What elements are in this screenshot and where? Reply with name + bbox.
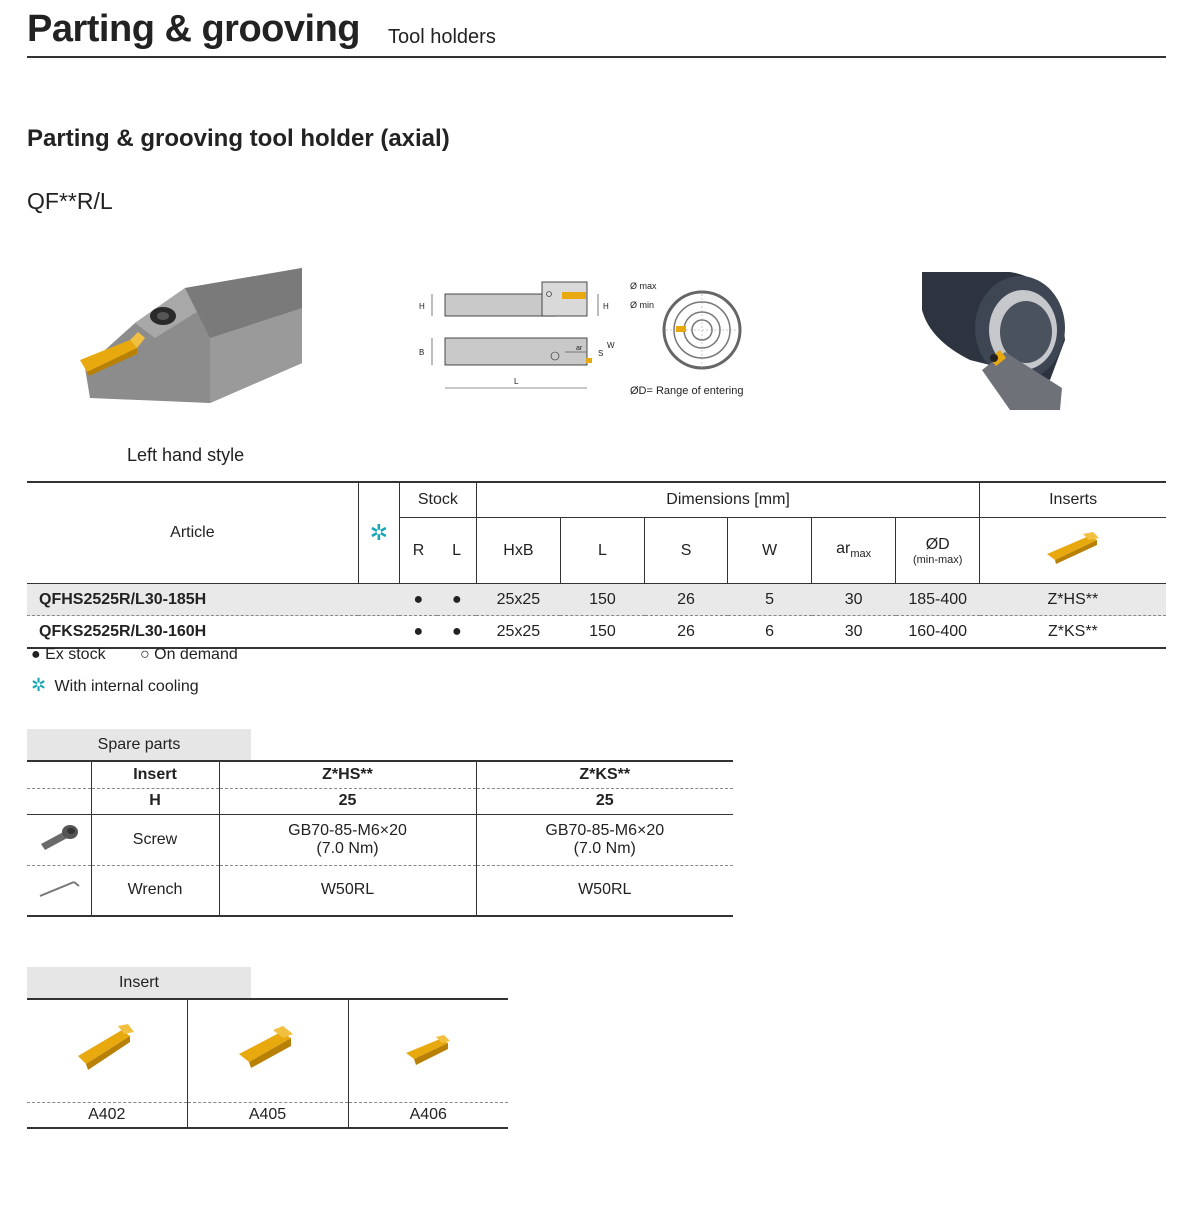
col-s: S (645, 518, 728, 584)
spare-col1-h: 25 (219, 788, 476, 814)
technical-drawing (410, 270, 760, 405)
spare-h-label: H (91, 788, 219, 814)
insert-a406-image (348, 1000, 508, 1102)
model-code: QF**R/L (27, 188, 113, 214)
col-w: W (728, 518, 812, 584)
legend-on-demand: ○ On demand (140, 646, 238, 663)
drawing-range-note: ØD= Range of entering (630, 385, 744, 397)
left-hand-style-caption: Left hand style (127, 445, 245, 465)
spare-screw-label: Screw (91, 814, 219, 865)
drawing-label-s: S (598, 349, 604, 358)
stock-legend (31, 646, 268, 664)
drawing-label-b: B (419, 348, 425, 357)
insert-table (27, 1000, 508, 1129)
col-r: R (399, 518, 437, 584)
screw-icon (27, 814, 91, 865)
article-table (27, 481, 1166, 649)
spare-col2-insert: Z*KS** (476, 762, 733, 788)
insert-a402-image (27, 1000, 187, 1102)
table-row: QFKS2525R/L30-160H ● ● 25x25 150 26 6 30 160-400 Z*KS** (27, 616, 1166, 649)
col-l: L (560, 518, 644, 584)
insert-icon (1043, 530, 1103, 566)
drawing-label-l: L (514, 377, 519, 386)
drawing-dia-max: Ø max (630, 281, 657, 291)
spare-col2-h: 25 (476, 788, 733, 814)
application-photo (920, 270, 1065, 410)
section-title: Parting & grooving tool holder (axial) (27, 125, 450, 152)
col-dimensions: Dimensions [mm] (476, 482, 979, 518)
page-title: Parting & grooving (27, 8, 360, 50)
drawing-label-h2: H (603, 302, 609, 311)
col-inserts: Inserts (980, 482, 1166, 518)
spare-screw-col2: GB70-85-M6×20 (7.0 Nm) (476, 814, 733, 865)
spare-wrench-col2: W50RL (476, 865, 733, 916)
col-cooling (358, 482, 399, 584)
spare-wrench-col1: W50RL (219, 865, 476, 916)
wrench-icon (27, 865, 91, 916)
cooling-legend (31, 675, 199, 696)
spare-parts-table (27, 762, 733, 917)
col-ar: $ar_{max}$ (812, 518, 896, 584)
legend-ex-stock: ● Ex stock (31, 646, 106, 663)
insert-label: Insert (27, 967, 251, 999)
spare-col1-insert: Z*HS** (219, 762, 476, 788)
tool-holder-image (75, 268, 310, 408)
spare-parts-label: Spare parts (27, 729, 251, 761)
col-hxb: HxB (476, 518, 560, 584)
insert-a402-label: A402 (27, 1102, 187, 1128)
col-l-stock: L (437, 518, 476, 584)
table-row: QFHS2525R/L30-185H ● ● 25x25 150 26 5 30 185-400 Z*HS** (27, 584, 1166, 616)
drawing-dia-min: Ø min (630, 300, 655, 310)
col-stock: Stock (399, 482, 476, 518)
col-article: Article (27, 482, 358, 584)
drawing-label-h: H (419, 302, 425, 311)
spare-wrench-label: Wrench (91, 865, 219, 916)
spare-insert-label: Insert (91, 762, 219, 788)
header-rule (27, 56, 1166, 58)
drawing-label-w: W (607, 341, 615, 350)
insert-a405-image (187, 1000, 348, 1102)
cooling-legend-icon: ✲ (31, 675, 47, 695)
insert-a406-label: A406 (348, 1102, 508, 1128)
cooling-legend-text: With internal cooling (54, 678, 199, 695)
page-subtitle: Tool holders (388, 26, 496, 48)
cooling-icon: ✲ (369, 520, 389, 545)
col-insert-image (980, 518, 1166, 584)
drawing-label-ar: ar (576, 345, 583, 352)
spare-screw-col1: GB70-85-M6×20 (7.0 Nm) (219, 814, 476, 865)
col-od: ØD (min-max) (896, 518, 980, 584)
insert-a405-label: A405 (187, 1102, 348, 1128)
